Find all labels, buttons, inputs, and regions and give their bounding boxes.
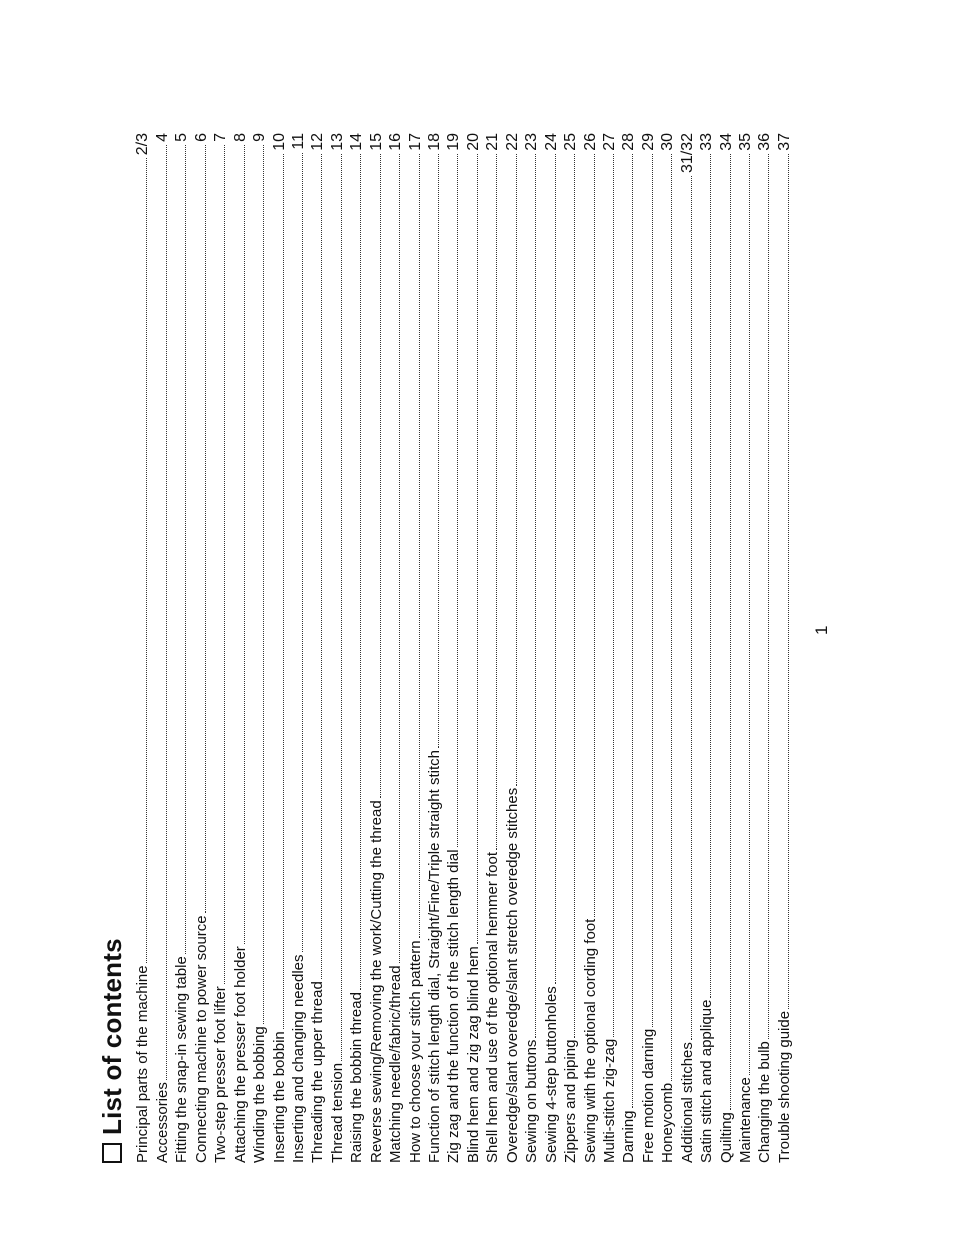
toc-entry[interactable]: [657, 133, 676, 1163]
dot-leader: [166, 145, 167, 1080]
dot-leader: [613, 154, 614, 1037]
toc-heading: [95, 938, 129, 1163]
toc-entry-page: 34: [717, 133, 735, 151]
toc-entry-label: Trouble shooting guide: [775, 1010, 793, 1163]
dot-leader: [283, 154, 284, 1029]
toc-entry-page: 26: [581, 133, 599, 151]
toc-entry-page: 35: [737, 133, 754, 151]
toc-entry[interactable]: [540, 133, 559, 1163]
dot-leader: [438, 154, 439, 748]
toc-entry[interactable]: [288, 133, 307, 1163]
dot-leader: [691, 176, 692, 1040]
dot-leader: [652, 154, 653, 1027]
toc-entry-label: Principal parts of the machine: [134, 965, 152, 1163]
toc-entry-label: Overedge/slant overedge/slant stretch overedge stitches: [503, 787, 521, 1163]
dot-leader: [574, 154, 575, 1038]
toc-entry[interactable]: [618, 133, 637, 1163]
dot-leader: [263, 145, 264, 1024]
dot-leader: [594, 154, 595, 917]
toc-entry-label: Maintenance: [737, 1077, 754, 1163]
toc-entry-label: Connecting machine to power source: [192, 915, 210, 1163]
toc-entry-label: Multi-stitch zig-zag: [600, 1038, 618, 1163]
dot-leader: [749, 154, 750, 1075]
toc-entry[interactable]: [735, 133, 754, 1163]
toc-entry-page: 8: [231, 133, 249, 142]
toc-entry-page: 37: [775, 133, 793, 151]
toc-entry-label: Satin stitch and applique: [698, 999, 716, 1163]
dot-leader: [632, 154, 633, 1109]
toc-entry-label: Thread tension: [328, 1062, 346, 1163]
toc-entry-label: Shell hem and use of the optional hemmer foot: [484, 851, 502, 1163]
dot-leader: [730, 154, 731, 1110]
toc-entry-label: Inserting the bobbin: [270, 1031, 288, 1163]
toc-entry[interactable]: [268, 133, 287, 1163]
toc-entry-label: Changing the bulb: [756, 1041, 774, 1163]
toc-entry-page: 19: [445, 133, 463, 151]
toc-entry-page: 20: [464, 133, 482, 151]
dot-leader: [419, 154, 420, 939]
dot-leader: [496, 154, 497, 850]
dot-leader: [516, 154, 517, 786]
toc-entry[interactable]: [249, 133, 268, 1163]
toc-entry-label: Accessories: [153, 1082, 171, 1163]
toc-entry-label: Threading the upper thread: [309, 981, 327, 1163]
toc-entry[interactable]: [171, 133, 190, 1163]
toc-entry-label: Two-step presser foot lifter: [212, 986, 230, 1163]
toc-entry-label: Reverse sewing/Removing the work/Cutting the thread: [367, 800, 385, 1163]
toc-entry-page: 13: [328, 133, 346, 151]
toc-entry-page: 17: [406, 133, 424, 151]
toc-entry-page: 4: [153, 133, 171, 142]
toc-entry[interactable]: [346, 133, 365, 1163]
dot-leader: [399, 154, 400, 964]
toc-entry[interactable]: [754, 133, 773, 1163]
toc-entry-label: Attaching the presser foot holder: [231, 946, 249, 1163]
page-title: List of contents: [96, 938, 127, 1135]
toc-entry-page: 33: [698, 133, 716, 151]
toc-entry-page: 23: [523, 133, 541, 151]
toc-entry-page: 31/32: [678, 133, 696, 174]
dot-leader: [768, 154, 769, 1039]
toc-entry-page: 29: [639, 133, 657, 151]
toc-entry[interactable]: [210, 133, 229, 1163]
toc-entry-label: How to choose your stitch pattern: [406, 940, 424, 1163]
dot-leader: [535, 154, 536, 1038]
toc-entry-page: 24: [542, 133, 560, 151]
toc-entry[interactable]: [715, 133, 734, 1163]
toc-entry-page: 9: [251, 133, 269, 142]
toc-entry-label: Sewing 4-step buttonholes: [542, 986, 560, 1163]
toc-entry-label: Winding the bobbing: [251, 1026, 269, 1163]
toc-entry-label: Blind hem and zig zag blind hem: [464, 946, 482, 1163]
dot-leader: [224, 145, 225, 984]
page-number: 1: [812, 625, 831, 635]
toc-entry[interactable]: [462, 133, 481, 1163]
toc-entry-page: 27: [600, 133, 618, 151]
dot-leader: [205, 145, 206, 913]
toc-entry[interactable]: [560, 133, 579, 1163]
toc-entry[interactable]: [599, 133, 618, 1163]
dot-leader: [555, 154, 556, 984]
toc-entry-page: 11: [289, 133, 307, 150]
toc-entry-label: Matching needle/fabric/thread: [387, 965, 405, 1163]
toc-entry-label: Zippers and piping: [562, 1039, 580, 1163]
toc-entry[interactable]: [132, 133, 151, 1163]
toc-entry-page: 28: [620, 133, 638, 151]
toc-entry-label: Free motion darning: [639, 1028, 657, 1163]
toc-entry-page: 21: [484, 133, 502, 151]
toc-entry-label: Function of stitch length dial, Straight/Fine/Triple straight stitch: [426, 750, 443, 1163]
toc-entry[interactable]: [307, 133, 326, 1163]
toc-entry-label: Sewing with the optional cording foot: [581, 918, 599, 1163]
dot-leader: [360, 154, 361, 990]
toc-entry-label: Sewing on buttons: [523, 1039, 541, 1163]
toc-entry-page: 36: [756, 133, 774, 151]
toc-entry[interactable]: [424, 133, 443, 1163]
toc-entry-page: 15: [367, 133, 385, 151]
toc-entry-label: Additional stitches: [678, 1042, 696, 1163]
toc-entry[interactable]: [385, 133, 404, 1163]
toc-entry-label: Quilting: [717, 1112, 735, 1163]
checkbox-square-icon: [102, 1143, 122, 1163]
toc-entry-page: 6: [192, 133, 210, 142]
toc-entry-page: 12: [309, 133, 327, 151]
toc-entry-page: 16: [387, 133, 405, 151]
toc-entry-label: Raising the bobbin thread: [348, 992, 366, 1163]
toc-entry-page: 18: [426, 133, 443, 151]
dot-leader: [244, 145, 245, 944]
dot-leader: [671, 154, 672, 1081]
toc-entry-label: Inserting and changing needles: [289, 954, 307, 1163]
toc-entry-label: Darning: [620, 1110, 638, 1163]
toc-entry[interactable]: [365, 133, 384, 1163]
toc-entry-page: 22: [503, 133, 521, 151]
toc-entry[interactable]: [190, 133, 209, 1163]
toc-entry-page: 2/3: [134, 133, 152, 156]
dot-leader: [321, 154, 322, 979]
dot-leader: [477, 154, 478, 944]
toc-entry[interactable]: [404, 133, 423, 1163]
dot-leader: [457, 154, 458, 848]
dot-leader: [185, 145, 186, 954]
toc-entry-page: 7: [212, 133, 230, 142]
toc-entry[interactable]: [501, 133, 520, 1163]
dot-leader: [302, 153, 303, 953]
toc-entry[interactable]: [637, 133, 656, 1163]
dot-leader: [380, 154, 381, 799]
toc-entry-page: 30: [659, 133, 677, 151]
toc-entry[interactable]: [151, 133, 170, 1163]
toc-list: [132, 133, 793, 1163]
toc-entry-page: 25: [562, 133, 580, 151]
toc-entry[interactable]: [579, 133, 598, 1163]
toc-entry[interactable]: [326, 133, 345, 1163]
toc-entry-page: 5: [173, 133, 191, 142]
toc-entry-page: 10: [270, 133, 288, 151]
toc-entry-label: Honeycomb: [659, 1082, 677, 1163]
toc-entry[interactable]: [773, 133, 792, 1163]
dot-leader: [341, 154, 342, 1061]
toc-entry[interactable]: [521, 133, 540, 1163]
toc-entry[interactable]: [676, 133, 695, 1163]
dot-leader: [146, 158, 147, 963]
toc-entry[interactable]: [229, 133, 248, 1163]
toc-entry-page: 14: [348, 133, 366, 151]
toc-entry[interactable]: [443, 133, 462, 1163]
dot-leader: [710, 154, 711, 998]
toc-entry-label: Fitting the snap-in sewing table: [173, 956, 191, 1163]
toc-entry[interactable]: [696, 133, 715, 1163]
toc-entry[interactable]: [482, 133, 501, 1163]
dot-leader: [788, 154, 789, 1009]
toc-entry-label: Zig zag and the function of the stitch length dial: [445, 849, 463, 1163]
